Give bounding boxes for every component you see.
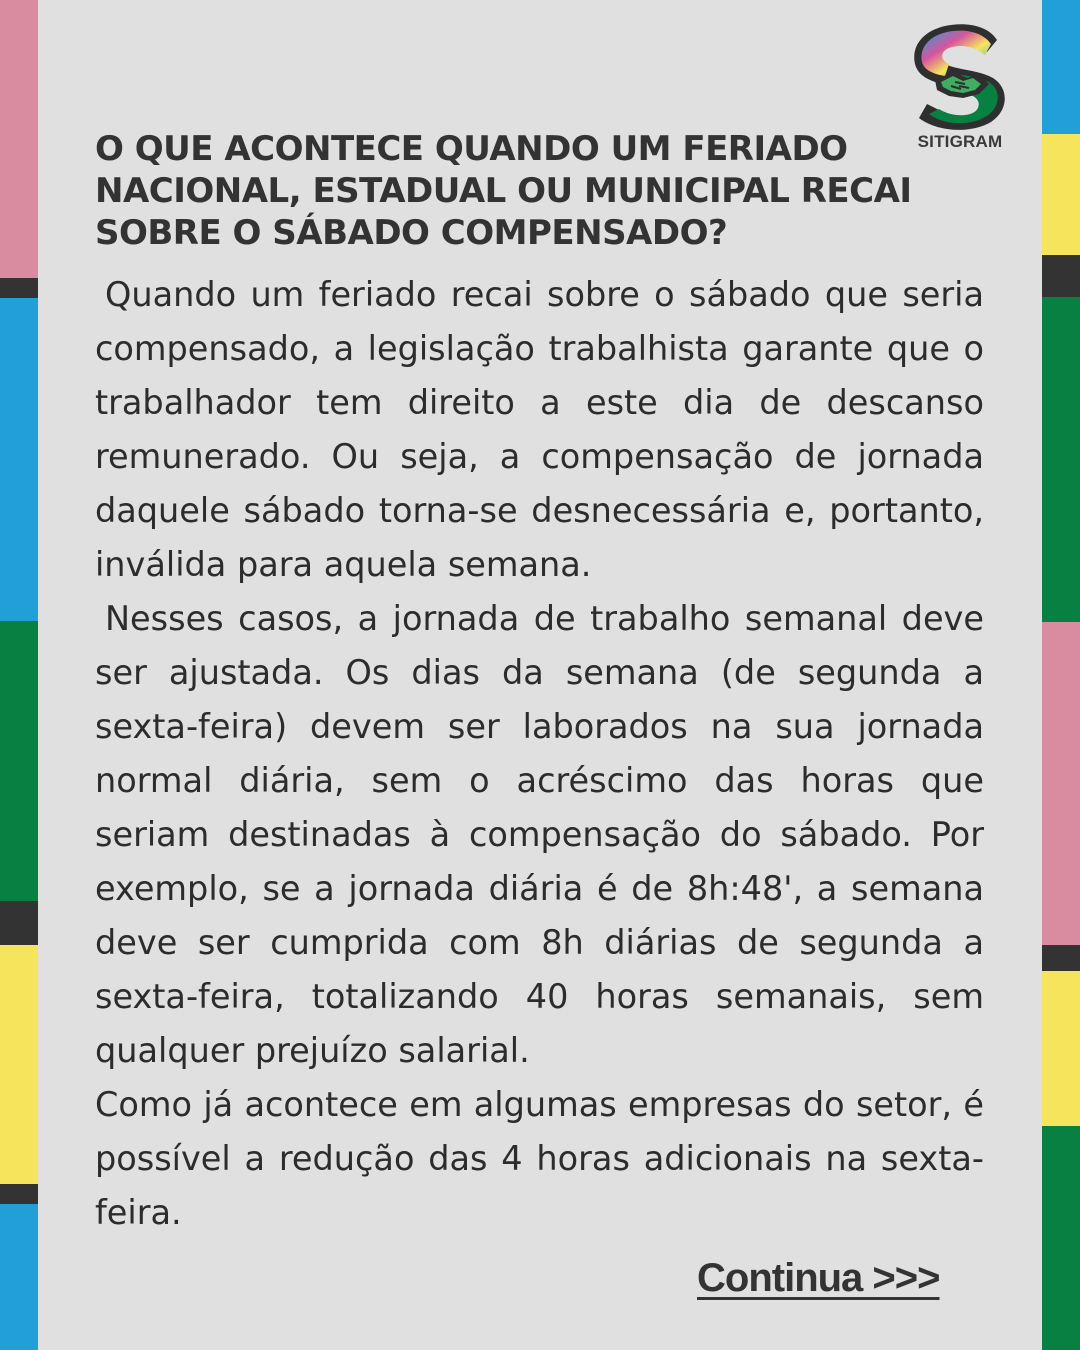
logo-text: SITIGRAM	[917, 132, 1003, 151]
continue-link[interactable]: Continua >>>	[697, 1256, 940, 1300]
stripe-segment-yellow	[1042, 971, 1080, 1126]
stripe-segment-green	[1042, 297, 1080, 622]
page-title: O QUE ACONTECE QUANDO UM FERIADO NACIONAL, ESTADUAL OU MUNICIPAL RECAI SOBRE O SÁBADO COMPENSADO?	[95, 129, 912, 253]
stripe-segment-blue	[0, 1204, 38, 1350]
stripe-segment-green	[0, 621, 38, 901]
stripe-segment-yellow	[1042, 134, 1080, 255]
right-color-stripe	[1042, 0, 1080, 1350]
stripe-segment-dark	[1042, 945, 1080, 971]
stripe-segment-dark	[1042, 255, 1080, 297]
stripe-segment-pink	[1042, 622, 1080, 945]
article-body	[95, 268, 984, 1240]
stripe-segment-dark	[0, 901, 38, 945]
handshake-s-logo-icon	[905, 18, 1015, 133]
stripe-segment-dark	[0, 1184, 38, 1204]
paragraph-1: Quando um feriado recai sobre o sábado que seria compensado, a legislação trabalhista garante que o trabalhador tem direito a este dia de descanso remunerado. Ou seja, a compensação de jornada daquele sábado torna-se desnecessária e, portanto, inválida para aquela semana.	[95, 275, 984, 584]
paragraph-3: Como já acontece em algumas empresas do setor, é possível a redução das 4 horas adicionais na sexta-feira.	[95, 1085, 984, 1232]
stripe-segment-blue	[0, 298, 38, 621]
stripe-segment-green	[1042, 1126, 1080, 1350]
stripe-segment-pink	[0, 0, 38, 278]
stripe-segment-blue	[1042, 0, 1080, 134]
left-color-stripe	[0, 0, 38, 1350]
stripe-segment-yellow	[0, 945, 38, 1184]
stripe-segment-dark	[0, 278, 38, 298]
paragraph-2: Nesses casos, a jornada de trabalho semanal deve ser ajustada. Os dias da semana (de segunda a sexta-feira) devem ser laborados na sua jornada normal diária, sem o acréscimo das horas que seriam destinadas à compensação do sábado. Por exemplo, se a jornada diária é de 8h:48', a semana deve ser cumprida com 8h diárias de segunda a sexta-feira, totalizando 40 horas semanais, sem qualquer prejuízo salarial.	[95, 599, 984, 1070]
